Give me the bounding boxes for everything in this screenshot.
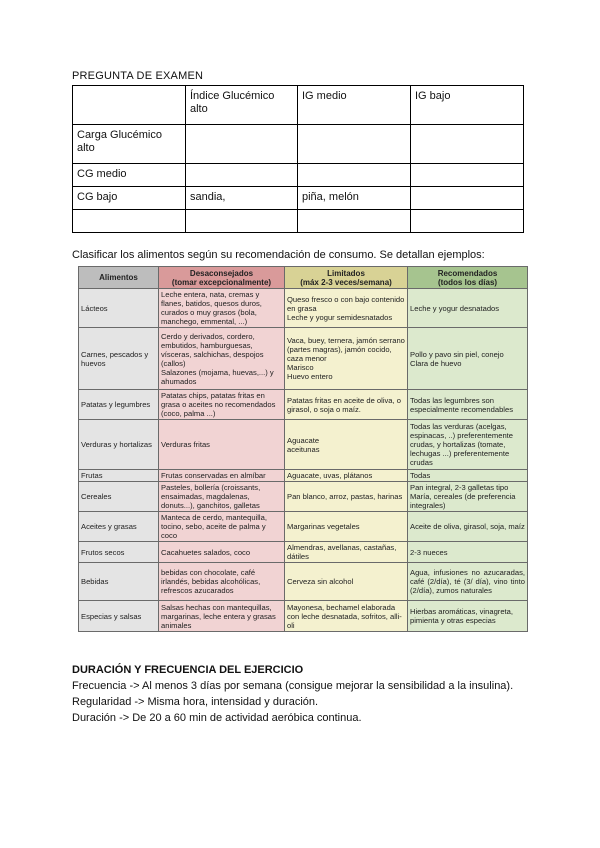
- food-category-cell: Frutas: [79, 470, 159, 482]
- desaconsejados-cell: Pasteles, bollería (croissants, ensaimadas, magdalenas, donuts...), ganchitos, galletas: [159, 482, 285, 512]
- table-cell: [186, 210, 298, 233]
- table-cell: [411, 125, 524, 164]
- table-row: [79, 390, 528, 420]
- exercise-section: [72, 662, 513, 726]
- food-category-cell: Lácteos: [79, 289, 159, 328]
- section-heading: DURACIÓN Y FRECUENCIA DEL EJERCICIO: [72, 664, 304, 676]
- desaconsejados-cell: Frutas conservadas en almíbar: [159, 470, 285, 482]
- header-recomendados-label: Recomendados: [437, 268, 498, 278]
- table-row: [73, 164, 524, 187]
- classification-instructions: Clasificar los alimentos según su recomendación de consumo. Se detallan ejemplos:: [72, 249, 485, 261]
- recomendados-cell: 2-3 nueces: [408, 542, 528, 563]
- table-row: [73, 187, 524, 210]
- table-header-cell: Índice Glucémico alto: [186, 86, 298, 125]
- table-row: [79, 470, 528, 482]
- limitados-cell: Aguacate aceitunas: [285, 420, 408, 470]
- limitados-cell: Queso fresco o con bajo contenido en grasa Leche y yogur semidesnatados: [285, 289, 408, 328]
- desaconsejados-cell: bebidas con chocolate, café irlandés, bebidas alcohólicas, refrescos azucarados: [159, 563, 285, 601]
- recomendados-cell: Hierbas aromáticas, vinagreta, pimienta y otras especias: [408, 601, 528, 632]
- limitados-cell: Aguacate, uvas, plátanos: [285, 470, 408, 482]
- table-cell: [411, 164, 524, 187]
- table-row: [73, 86, 524, 125]
- table-row: [79, 420, 528, 470]
- table-cell: [73, 86, 186, 125]
- recomendados-cell: Agua, infusiones no azucaradas, café (2/día), té (3/ día), vino tinto (2/día), zumos naturales: [408, 563, 528, 601]
- food-category-cell: Cereales: [79, 482, 159, 512]
- table-row: [73, 125, 524, 164]
- food-recommendation-table: [78, 266, 528, 632]
- header-limitados-label: Limitados: [327, 268, 365, 278]
- row-header-cell: CG bajo: [73, 187, 186, 210]
- food-category-cell: Especias y salsas: [79, 601, 159, 632]
- table-row: [79, 289, 528, 328]
- desaconsejados-cell: Manteca de cerdo, mantequilla, tocino, sebo, aceite de palma y coco: [159, 512, 285, 542]
- header-recomendados-sub: (todos los días): [437, 277, 498, 287]
- food-category-cell: Carnes, pescados y huevos: [79, 328, 159, 390]
- table-cell: [298, 210, 411, 233]
- duration-line: Duración -> De 20 a 60 min de actividad aeróbica continua.: [72, 712, 362, 724]
- recomendados-cell: Leche y yogur desnatados: [408, 289, 528, 328]
- limitados-cell: Margarinas vegetales: [285, 512, 408, 542]
- food-category-cell: Aceites y grasas: [79, 512, 159, 542]
- recomendados-cell: Todas las verduras (acelgas, espinacas, ..) preferentemente crudas, y hortalizas (tomate, lechugas ...) preferentemente crudas: [408, 420, 528, 470]
- glycemic-classification-table: [72, 85, 524, 233]
- limitados-cell: Cerveza sin alcohol: [285, 563, 408, 601]
- desaconsejados-cell: Verduras fritas: [159, 420, 285, 470]
- desaconsejados-cell: Salsas hechas con mantequillas, margarinas, leche entera y grasas animales: [159, 601, 285, 632]
- food-category-cell: Verduras y hortalizas: [79, 420, 159, 470]
- header-limitados-sub: (máx 2-3 veces/semana): [300, 277, 392, 287]
- food-category-cell: Bebidas: [79, 563, 159, 601]
- table-cell: [186, 125, 298, 164]
- limitados-cell: Almendras, avellanas, castañas, dátiles: [285, 542, 408, 563]
- row-header-cell: CG medio: [73, 164, 186, 187]
- regularity-line: Regularidad -> Misma hora, intensidad y duración.: [72, 696, 319, 708]
- limitados-cell: Pan blanco, arroz, pastas, harinas: [285, 482, 408, 512]
- table-row: [79, 328, 528, 390]
- header-alimentos-label: Alimentos: [99, 273, 138, 282]
- table-cell: [73, 210, 186, 233]
- recomendados-cell: Todas las legumbres son especialmente recomendables: [408, 390, 528, 420]
- recomendados-cell: Todas: [408, 470, 528, 482]
- table-row: [79, 542, 528, 563]
- desaconsejados-cell: Leche entera, nata, cremas y flanes, batidos, quesos duros, curados o muy grasos (bola, manchego, emmental, ...): [159, 289, 285, 328]
- limitados-cell: Mayonesa, bechamel elaborada con leche desnatada, sofritos, alli-oli: [285, 601, 408, 632]
- food-category-cell: Patatas y legumbres: [79, 390, 159, 420]
- header-limitados: [285, 267, 408, 289]
- recomendados-cell: Pan integral, 2-3 galletas tipo María, cereales (de preferencia integrales): [408, 482, 528, 512]
- exam-question-title: PREGUNTA DE EXAMEN: [72, 70, 204, 82]
- header-desaconsejados: [159, 267, 285, 289]
- header-recomendados: [408, 267, 528, 289]
- header-desaconsejados-label: Desaconsejados: [189, 268, 254, 278]
- limitados-cell: Patatas fritas en aceite de oliva, o girasol, o soja o maíz.: [285, 390, 408, 420]
- desaconsejados-cell: Cacahuetes salados, coco: [159, 542, 285, 563]
- table-cell: piña, melón: [298, 187, 411, 210]
- table-row: [79, 601, 528, 632]
- recomendados-cell: Pollo y pavo sin piel, conejo Clara de huevo: [408, 328, 528, 390]
- desaconsejados-cell: Patatas chips, patatas fritas en grasa o aceites no recomendados (coco, palma ...): [159, 390, 285, 420]
- table-header-cell: IG bajo: [411, 86, 524, 125]
- header-alimentos: [79, 267, 159, 289]
- food-rows: [79, 289, 528, 632]
- row-header-cell: Carga Glucémico alto: [73, 125, 186, 164]
- table-cell: [298, 164, 411, 187]
- table-row: [73, 210, 524, 233]
- table-row: [79, 512, 528, 542]
- header-desaconsejados-sub: (tomar excepcionalmente): [171, 277, 272, 287]
- table-row: [79, 563, 528, 601]
- table-header-row: [79, 267, 528, 289]
- recomendados-cell: Aceite de oliva, girasol, soja, maíz: [408, 512, 528, 542]
- food-category-cell: Frutos secos: [79, 542, 159, 563]
- table-cell: sandia,: [186, 187, 298, 210]
- limitados-cell: Vaca, buey, ternera, jamón serrano (partes magras), jamón cocido, caza menor Marisco Huevo entero: [285, 328, 408, 390]
- table-header-cell: IG medio: [298, 86, 411, 125]
- desaconsejados-cell: Cerdo y derivados, cordero, embutidos, hamburguesas, vísceras, salchichas, despojos (callos) Salazones (mojama, huevas,...) y ahumados: [159, 328, 285, 390]
- table-row: [79, 482, 528, 512]
- table-cell: [298, 125, 411, 164]
- table-cell: [411, 210, 524, 233]
- table-cell: [411, 187, 524, 210]
- table-cell: [186, 164, 298, 187]
- frequency-line: Frecuencia -> Al menos 3 días por semana (consigue mejorar la sensibilidad a la insulina).: [72, 680, 514, 692]
